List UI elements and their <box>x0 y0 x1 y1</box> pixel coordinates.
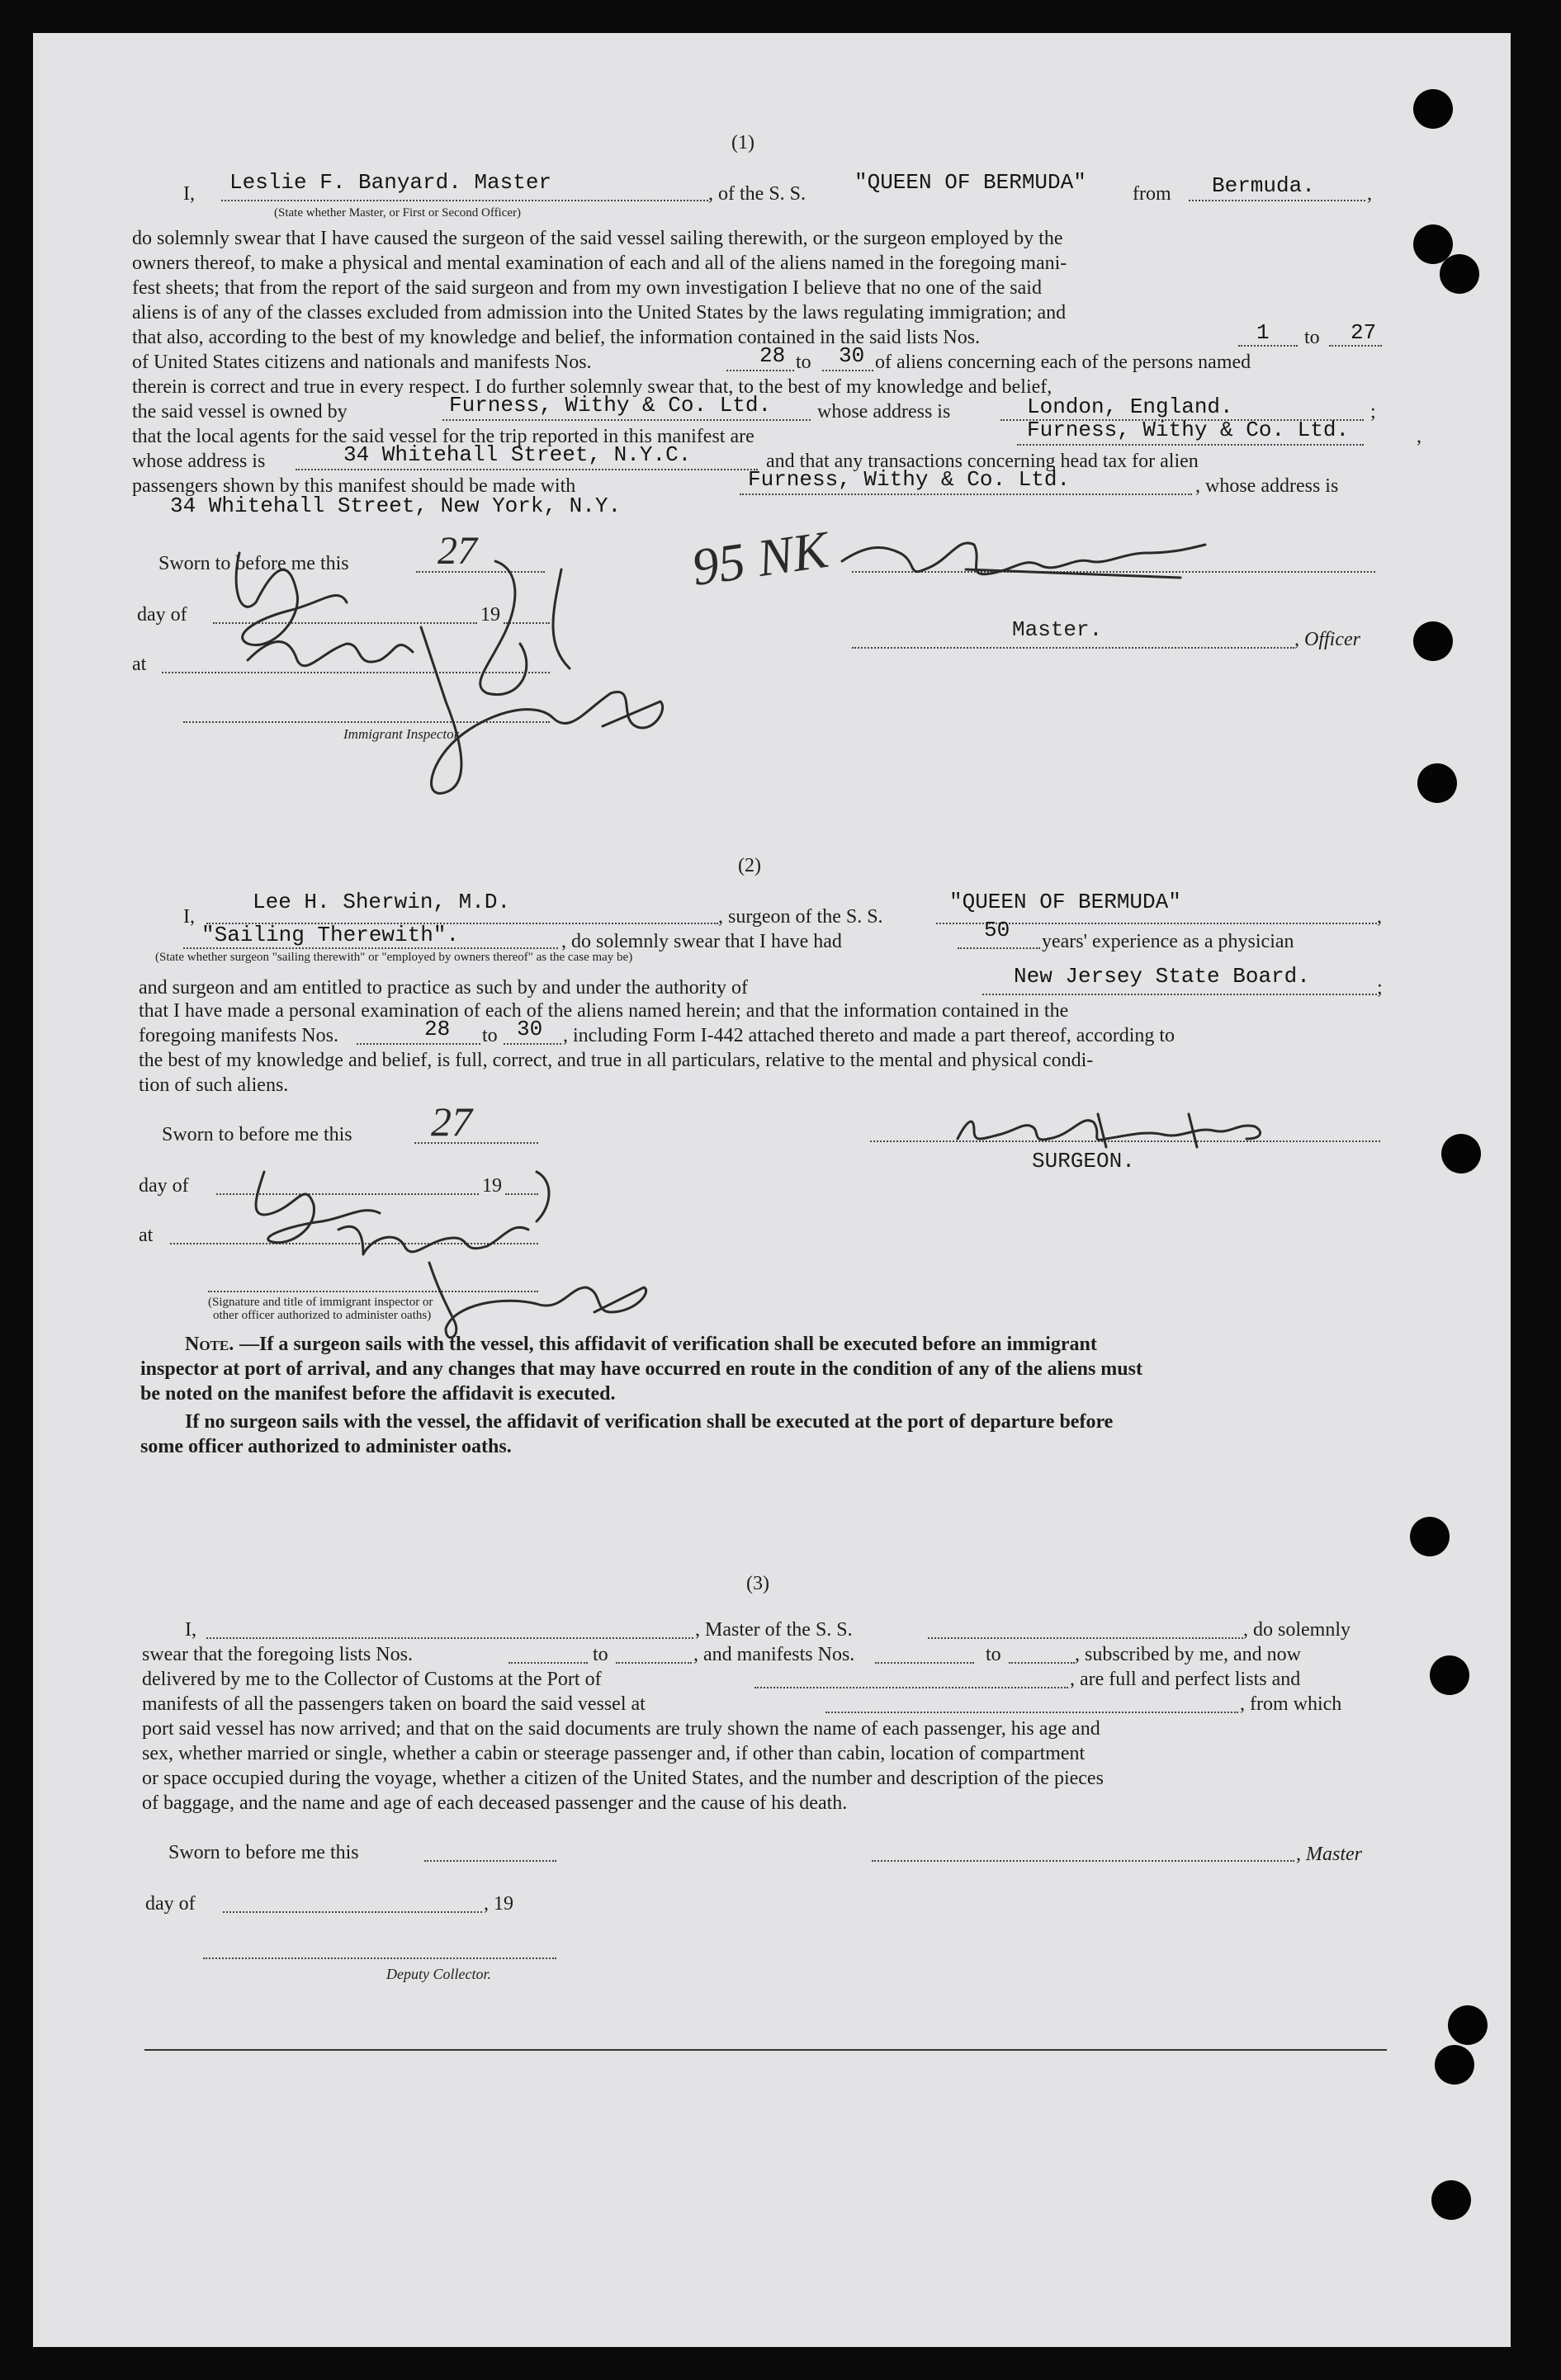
text-line: , Master of the S. S. <box>695 1619 853 1641</box>
text-line: , whose address is <box>1195 475 1339 497</box>
text-line: , surgeon of the S. S. <box>718 906 883 928</box>
years-experience: 50 <box>984 918 1010 942</box>
text-line: swear that the foregoing lists Nos. <box>142 1644 413 1665</box>
text-line: If no surgeon sails with the vessel, the affidavit of verification shall be executed at the port of departure before <box>185 1411 1114 1433</box>
manifests-from: 28 <box>759 343 786 368</box>
text-line: 19 <box>482 1175 502 1197</box>
text-line: at <box>139 1225 154 1246</box>
text-line: of United States citizens and nationals and manifests Nos. <box>132 352 592 373</box>
text-line: passengers shown by this manifest should be made with <box>132 475 576 497</box>
text-line: delivered by me to the Collector of Customs at the Port of <box>142 1669 602 1690</box>
licensing-authority: New Jersey State Board. <box>1014 964 1310 989</box>
text-line: , including Form I-442 attached thereto and made a part thereof, according to <box>563 1025 1175 1046</box>
local-agents: Furness, Withy & Co. Ltd. <box>1027 418 1350 442</box>
text-line: foregoing manifests Nos. <box>139 1025 338 1046</box>
text-line: I, <box>185 1619 196 1641</box>
binder-hole <box>1441 1134 1481 1173</box>
text-line: Sworn to before me this <box>162 1124 352 1145</box>
fill-line <box>872 1860 1294 1862</box>
text-line: of aliens concerning each of the persons named <box>875 352 1251 373</box>
fill-line <box>754 1687 1068 1688</box>
text-line: and surgeon and am entitled to practice as such by and under the authority of <box>139 977 748 999</box>
text-line: that the local agents for the said vessel for the trip reported in this manifest are <box>132 426 754 447</box>
text-line: port said vessel has now arrived; and that on the said documents are truly shown the name of each passenger, his age and <box>142 1718 1100 1740</box>
lists-from: 1 <box>1256 320 1270 345</box>
text-line: , do solemnly <box>1243 1619 1351 1641</box>
fill-line <box>616 1662 692 1664</box>
surgeon-signature <box>949 1106 1280 1155</box>
fill-line <box>1329 345 1382 347</box>
fill-line <box>1189 200 1365 201</box>
text-line: at <box>132 654 147 675</box>
fill-line <box>1238 345 1298 347</box>
fill-line <box>504 1043 561 1045</box>
text-line: Sworn to before me this <box>158 553 349 574</box>
text-line: 19 <box>480 604 500 626</box>
fill-line <box>442 419 811 421</box>
text-line: tion of such aliens. <box>139 1074 289 1096</box>
text-line: aliens is of any of the classes excluded from admission into the United States by the laws regulating immigration; and <box>132 302 1067 323</box>
divider-rule <box>144 2049 1387 2051</box>
fill-line <box>357 1043 480 1045</box>
fill-line <box>852 647 1294 649</box>
text-line: ; <box>1377 977 1383 999</box>
text-line: , and manifests Nos. <box>693 1644 855 1665</box>
text-line: do solemnly swear that I have caused the surgeon of the said vessel sailing therewith, or the surgeon employed by the <box>132 228 1063 249</box>
text-line: , <box>1377 906 1382 928</box>
text-line: , <box>1417 426 1421 447</box>
text-line: to <box>593 1644 608 1665</box>
text-line: whose address is <box>817 401 951 423</box>
text-line: , are full and perfect lists and <box>1070 1669 1301 1690</box>
text-line: I, <box>183 906 195 928</box>
binder-hole <box>1413 89 1453 129</box>
text-line: to <box>482 1025 498 1046</box>
fill-line <box>982 994 1377 995</box>
fill-line <box>183 947 558 949</box>
collector-label: Deputy Collector. <box>386 1966 491 1982</box>
note-label: Note. <box>185 1334 234 1355</box>
text-line: day of <box>137 604 187 626</box>
role-note: (State whether Master, or First or Second Officer) <box>274 206 522 220</box>
agent-address: 34 Whitehall Street, N.Y.C. <box>343 442 692 467</box>
text-line: sex, whether married or single, whether a cabin or steerage passenger and, if other than cabin, location of compartment <box>142 1743 1086 1764</box>
officer-title: Master. <box>1012 617 1103 642</box>
surgeon-name: Lee H. Sherwin, M.D. <box>253 890 511 914</box>
binder-hole <box>1410 1517 1450 1556</box>
ship-name: "QUEEN OF BERMUDA" <box>854 170 1086 195</box>
stamp-mark: 95 NK <box>688 519 832 597</box>
text-line: fest sheets; that from the report of the said surgeon and from my own investigation I believe that no one of the said <box>132 277 1042 299</box>
port-from: Bermuda. <box>1212 173 1315 198</box>
binder-hole <box>1435 2045 1474 2085</box>
text-line: , of the S. S. <box>708 183 807 205</box>
sworn-day-2: 27 <box>431 1098 472 1145</box>
text-line: to <box>1304 327 1320 348</box>
headtax-address: 34 Whitehall Street, New York, N.Y. <box>170 493 622 518</box>
fill-line <box>296 469 758 470</box>
sig-note: other officer authorized to administer oaths) <box>213 1309 432 1322</box>
surgeon-man-from: 28 <box>424 1017 451 1041</box>
text-line: be noted on the manifest before the affidavit is executed. <box>140 1383 616 1405</box>
text-line: to <box>986 1644 1001 1665</box>
text-line: and that any transactions concerning head tax for alien <box>766 451 1199 472</box>
lists-to: 27 <box>1351 320 1377 345</box>
fill-line <box>1017 444 1364 446</box>
fill-line <box>928 1637 1243 1639</box>
surgeon-man-to: 30 <box>517 1017 543 1041</box>
fill-line <box>958 947 1040 949</box>
binder-hole <box>1417 763 1457 803</box>
text-line: of baggage, and the name and age of each deceased passenger and the cause of his death. <box>142 1792 848 1814</box>
sworn-day: 27 <box>438 529 477 573</box>
headtax-agent: Furness, Withy & Co. Ltd. <box>748 467 1071 492</box>
owner-name: Furness, Withy & Co. Ltd. <box>449 393 772 418</box>
text-line: owners thereof, to make a physical and mental examination of each and all of the aliens named in the foregoing mani- <box>132 253 1067 274</box>
fill-line <box>822 370 873 371</box>
text-line: , 19 <box>484 1893 513 1915</box>
surgeon-title: SURGEON. <box>1032 1149 1135 1173</box>
text-line: ; <box>1370 401 1376 423</box>
binder-hole <box>1440 254 1479 294</box>
text-line: —If a surgeon sails with the vessel, this affidavit of verification shall be executed before an immigrant <box>239 1334 1097 1355</box>
fill-line <box>509 1662 588 1664</box>
inspector-handwriting-2 <box>239 1147 669 1329</box>
binder-hole <box>1448 2005 1488 2045</box>
section-number: (3) <box>746 1573 769 1594</box>
master-name: Leslie F. Banyard. Master <box>229 170 552 195</box>
surgeon-note: (State whether surgeon "sailing therewith" or "employed by owners thereof" as the case may be) <box>155 951 633 964</box>
section-number: (2) <box>738 855 761 876</box>
text-line: , do solemnly swear that I have had <box>561 931 842 952</box>
text-line: day of <box>145 1893 196 1915</box>
inspector-label: Immigrant Inspector. <box>343 726 461 742</box>
binder-hole <box>1431 2180 1471 2220</box>
text-line: to <box>796 352 811 373</box>
manifests-to: 30 <box>839 343 865 368</box>
fill-line <box>825 1712 1238 1713</box>
text-line: whose address is <box>132 451 266 472</box>
fill-line <box>221 200 708 201</box>
text-line: I, <box>183 183 195 205</box>
master-label: , Master <box>1296 1844 1362 1865</box>
section-number: (1) <box>731 132 754 153</box>
officer-label: , Officer <box>1294 629 1360 650</box>
text-line: , from which <box>1240 1693 1342 1715</box>
text-line: inspector at port of arrival, and any changes that may have occurred en route in the condition of any of the aliens must <box>140 1358 1142 1380</box>
text-line: therein is correct and true in every respect. I do further solemnly swear that, to the best of my knowledge and belief, <box>132 376 1052 398</box>
text-line: , subscribed by me, and now <box>1075 1644 1301 1665</box>
binder-hole <box>1430 1655 1469 1695</box>
fill-line <box>1009 1662 1075 1664</box>
text-line: years' experience as a physician <box>1042 931 1294 952</box>
text-line: or space occupied during the voyage, whether a citizen of the United States, and the number and description of the pieces <box>142 1768 1104 1789</box>
owner-address: London, England. <box>1027 394 1233 419</box>
text-line: , <box>1367 183 1372 205</box>
fill-line <box>740 493 1192 495</box>
text-line: the said vessel is owned by <box>132 401 348 423</box>
sailing-status: "Sailing Therewith". <box>201 923 460 947</box>
fill-line <box>223 1911 482 1913</box>
text-line: that also, according to the best of my knowledge and belief, the information contained in the said lists Nos. <box>132 327 981 348</box>
fill-line <box>875 1662 974 1664</box>
fill-line <box>424 1860 556 1862</box>
fill-line <box>203 1957 556 1959</box>
master-signature <box>834 528 1213 594</box>
text-line: day of <box>139 1175 189 1197</box>
text-line: manifests of all the passengers taken on board the said vessel at <box>142 1693 646 1715</box>
text-line: the best of my knowledge and belief, is full, correct, and true in all particulars, relative to the mental and physical condi- <box>139 1050 1094 1071</box>
text-line: that I have made a personal examination of each of the aliens named herein; and that the information contained in the <box>139 1000 1069 1022</box>
text-line: Sworn to before me this <box>168 1842 359 1863</box>
binder-hole <box>1413 621 1453 661</box>
text-line: from <box>1133 183 1171 205</box>
inspector-handwriting <box>223 520 685 800</box>
ship-name-2: "QUEEN OF BERMUDA" <box>949 890 1181 914</box>
sig-note: (Signature and title of immigrant inspector or <box>208 1296 433 1309</box>
text-line: some officer authorized to administer oaths. <box>140 1436 512 1457</box>
fill-line <box>726 370 794 371</box>
fill-line <box>206 1637 693 1639</box>
